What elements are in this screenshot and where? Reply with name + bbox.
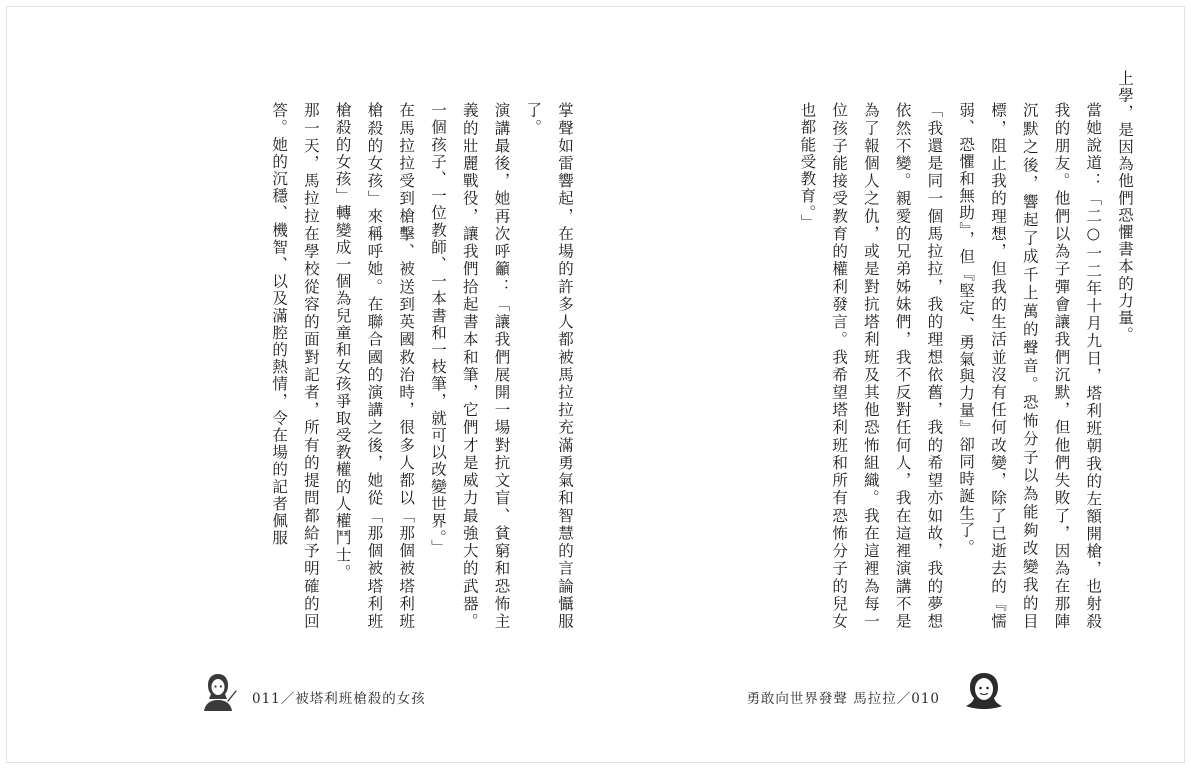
paragraph: 那一天，馬拉拉在學校從容的面對記者，所有的提問都給予明確的回答。她的沉穩、機智、以及滿腔的熱情，令在場的記者佩服 xyxy=(270,102,320,630)
paragraph: 「我還是同一個馬拉拉，我的理想依舊，我的希望亦如故，我的夢想依然不變。親愛的兄弟姊妹們，我不反對任何人，我在這裡演講不是為了報個人之仇，或是對抗塔利班及其他恐怖組織。我在這裡為每一位孩子能接受教育的權利發言。我希望塔利班和所有恐怖分子的兒女也都能受教育。」 xyxy=(798,102,944,630)
left-book-page xyxy=(60,0,580,769)
paragraph: 演講最後，她再次呼籲：「讓我們展開一場對抗文盲、貧窮和恐怖主義的壯麗戰役，讓我們拾起書本和筆，它們才是威力最強大的武器。一個孩子、一位教師、一本書和一枝筆，就可以改變世界。」 xyxy=(428,102,511,630)
left-page-text-column xyxy=(60,70,580,630)
paragraph: 在馬拉拉受到槍擊、被送到英國救治時，很多人都以「那個被塔利班槍殺的女孩」來稱呼她。在聯合國的演講之後，她從「那個被塔利班槍殺的女孩」轉變成一個為兒童和女孩爭取受教權的人權鬥士。 xyxy=(333,102,416,630)
girl-writing-icon xyxy=(188,665,244,721)
paragraph: 當她說道：「二○一二年十月九日，塔利班朝我的左額開槍，也射殺我的朋友。他們以為子彈會讓我們沉默，但他們失敗了，因為在那陣沉默之後，響起了成千上萬的聲音。恐怖分子以為能夠改變我的目標，阻止我的理想，但我的生活並沒有任何改變，除了已逝去的『懦弱、恐懼和無助』，但『堅定、勇氣與力量』卻同時誕生了。 xyxy=(957,102,1103,630)
right-page-text-column xyxy=(640,70,1140,630)
paragraph: 掌聲如雷響起，在場的許多人都被馬拉拉充滿勇氣和智慧的言論懾服了。 xyxy=(524,102,574,630)
paragraph: 上學，是因為他們恐懼書本的力量。 xyxy=(1116,70,1134,344)
running-foot-left: 011／被塔利班槍殺的女孩 xyxy=(252,691,426,707)
girl-portrait-icon xyxy=(956,665,1012,721)
running-foot-right: 勇敢向世界發聲 馬拉拉／010 xyxy=(746,691,940,707)
right-book-page xyxy=(640,0,1140,769)
